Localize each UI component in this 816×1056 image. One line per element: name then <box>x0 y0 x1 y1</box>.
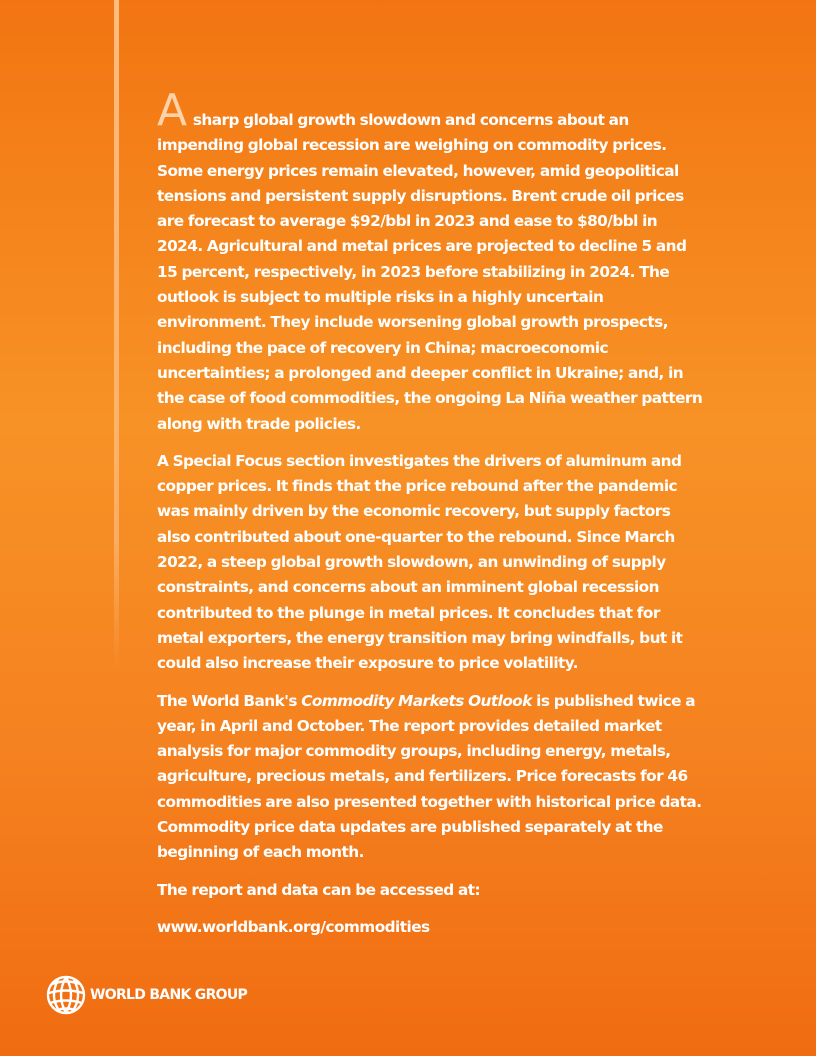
website-link[interactable]: www.worldbank.org/commodities <box>157 917 430 936</box>
paragraph-about-report <box>157 689 703 866</box>
about-report-end: is published twice a year, in April and October. The report provides detailed market analysis for major commodity groups, including energy, metals, agriculture, precious metals, and fertilizers. Price forecasts for 46 commodities are also presented together with historical price data. Commodity price data updates are published separately at the beginning of each month. <box>157 691 702 862</box>
logo-text: WORLD BANK GROUP <box>90 987 248 1003</box>
about-report-start: The World Bank's <box>157 691 302 710</box>
report-title: Commodity Markets Outlook <box>301 691 532 710</box>
paragraph-access: The report and data can be accessed at: <box>157 880 481 899</box>
paragraph-intro-text: sharp global growth slowdown and concerns about an impending global recession are weighing on commodity prices. Some energy prices remain elevated, however, amid geopolitical tensions and persistent supply disruptions. Brent crude oil prices are forecast to average $92/bbl in 2023 and ease to $80/bbl in 2024. Agricultural and metal prices are projected to decline 5 and 15 percent, respectively, in 2023 before stabilizing in 2024. The outlook is subject to multiple risks in a highly uncertain environment. They include worsening global growth prospects, including the pace of recovery in China; macroeconomic uncertainties; a prolonged and deeper conflict in Ukraine; and, in the case of food commodities, the ongoing La Niña weather pattern along with trade policies. <box>157 111 703 433</box>
world-bank-logo <box>44 973 247 1017</box>
accent-bar <box>114 0 119 670</box>
globe-icon <box>44 973 88 1017</box>
back-cover-text <box>157 85 703 952</box>
paragraph-special-focus: A Special Focus section investigates the drivers of aluminum and copper prices. It finds that the price rebound after the pandemic was mainly driven by the economic recovery, but supply factors also contributed about one-quarter to the rebound. Since March 2022, a steep global growth slowdown, an unwinding of supply constraints, and concerns about an imminent global recession contributed to the plunge in metal prices. It concludes that for metal exporters, the energy transition may bring windfalls, but it could also increase their exposure to price volatility. <box>157 451 683 673</box>
paragraph-intro <box>157 85 703 437</box>
drop-cap: A <box>157 85 187 136</box>
